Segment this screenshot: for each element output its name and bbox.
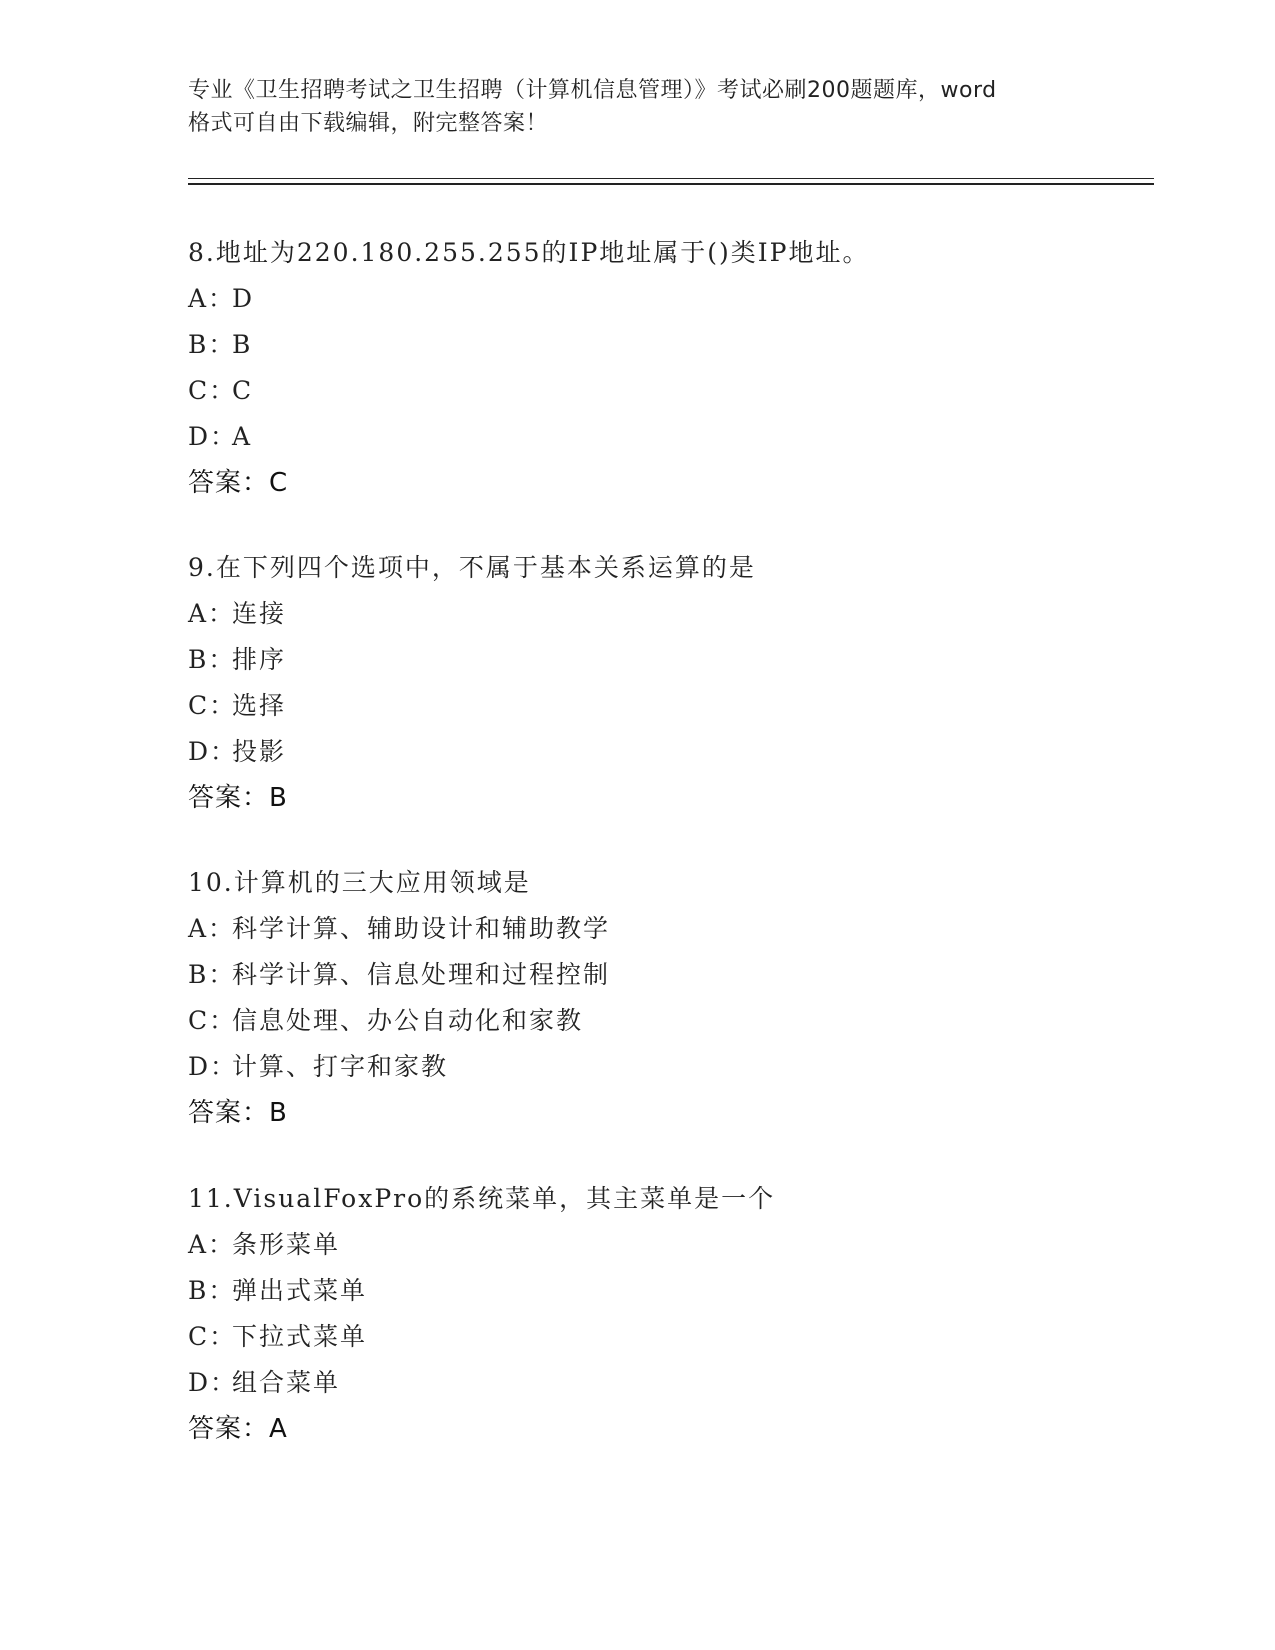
option-text: 弹出式菜单 — [232, 1276, 368, 1305]
option-text: C — [232, 376, 254, 405]
option-key: D： — [188, 422, 238, 451]
option-key: D： — [188, 737, 238, 766]
header-line-2: 格式可自由下载编辑，附完整答案！ — [188, 111, 549, 136]
option-key: B： — [188, 645, 236, 674]
answer-line: 答案：C — [188, 468, 289, 498]
option-key: A： — [188, 1230, 236, 1259]
option-c — [188, 368, 1148, 414]
question-block — [188, 545, 1148, 821]
option-a — [188, 276, 1148, 322]
option-d — [188, 729, 1148, 775]
option-a — [188, 1222, 1148, 1268]
option-text: B — [232, 330, 253, 359]
option-c — [188, 683, 1148, 729]
option-a — [188, 591, 1148, 637]
option-key: D： — [188, 1052, 238, 1081]
option-b — [188, 952, 1148, 998]
option-d — [188, 414, 1148, 460]
option-c — [188, 1314, 1148, 1360]
option-b — [188, 1268, 1148, 1314]
option-d — [188, 1360, 1148, 1406]
option-text: 计算、打字和家教 — [232, 1052, 449, 1081]
option-key: A： — [188, 914, 236, 943]
option-key: A： — [188, 599, 236, 628]
option-text: D — [232, 284, 255, 313]
option-text: 信息处理、办公自动化和家教 — [232, 1006, 584, 1035]
question-stem: 11.VisualFoxPro的系统菜单，其主菜单是一个 — [188, 1184, 776, 1213]
option-b — [188, 322, 1148, 368]
answer-line: 答案：B — [188, 783, 288, 813]
question-stem: 8.地址为220.180.255.255的IP地址属于()类IP地址。 — [188, 238, 870, 267]
option-text: 下拉式菜单 — [232, 1322, 368, 1351]
header-line-1: 专业《卫生招聘考试之卫生招聘（计算机信息管理）》考试必刷200题题库，word — [188, 78, 997, 103]
option-text: 排序 — [232, 645, 287, 674]
option-text: 投影 — [232, 737, 287, 766]
document-header — [188, 74, 1088, 140]
option-text: 科学计算、辅助设计和辅助教学 — [232, 914, 611, 943]
answer-line: 答案：A — [188, 1414, 288, 1444]
option-key: C： — [188, 1322, 237, 1351]
header-divider-bottom — [188, 183, 1154, 185]
option-text: A — [232, 422, 253, 451]
answer-line: 答案：B — [188, 1098, 288, 1128]
option-key: B： — [188, 960, 236, 989]
option-key: B： — [188, 330, 236, 359]
option-a — [188, 906, 1148, 952]
option-d — [188, 1044, 1148, 1090]
option-key: C： — [188, 691, 237, 720]
option-key: A： — [188, 284, 236, 313]
question-block — [188, 860, 1148, 1136]
header-divider-top — [188, 178, 1154, 179]
question-stem: 9.在下列四个选项中，不属于基本关系运算的是 — [188, 553, 756, 582]
option-text: 组合菜单 — [232, 1368, 341, 1397]
option-key: C： — [188, 376, 237, 405]
option-b — [188, 637, 1148, 683]
question-block — [188, 230, 1148, 506]
option-text: 科学计算、信息处理和过程控制 — [232, 960, 611, 989]
option-c — [188, 998, 1148, 1044]
option-key: B： — [188, 1276, 236, 1305]
option-text: 条形菜单 — [232, 1230, 341, 1259]
question-block — [188, 1176, 1148, 1452]
option-key: C： — [188, 1006, 237, 1035]
option-text: 选择 — [232, 691, 287, 720]
question-stem: 10.计算机的三大应用领域是 — [188, 868, 531, 897]
option-text: 连接 — [232, 599, 287, 628]
option-key: D： — [188, 1368, 238, 1397]
